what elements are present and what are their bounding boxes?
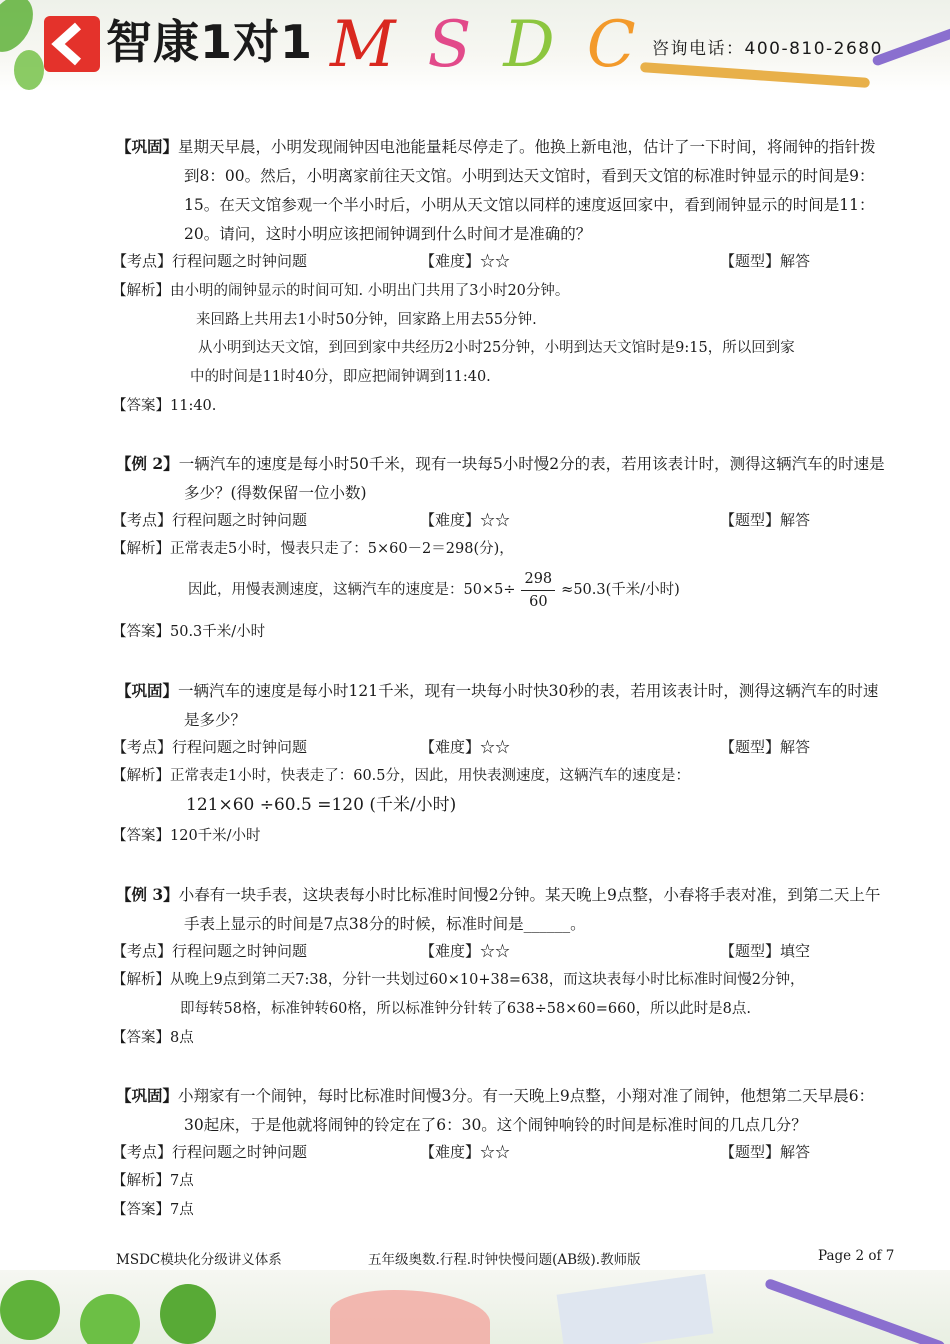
leaf-decoration [160,1284,216,1344]
meta-kaodian: 【考点】行程问题之时钟问题 [112,252,308,270]
pencil-decoration [871,23,950,67]
brand-letter-s: S [427,8,472,82]
contact-phone: 咨询电话：400-810-2680 [652,39,883,59]
solution-line: 【解析】正常表走5小时，慢表只走了：5×60－2＝298(分)， [112,541,514,557]
brand-letter-m: M [330,8,396,82]
meta-nandu: 【难度】☆☆ [420,942,511,960]
brand-msdc [330,0,668,90]
question-tag: 【例 2】 [116,454,179,473]
meta-nandu: 【难度】☆☆ [420,1143,511,1161]
page-header [0,0,950,92]
meta-row [112,1138,832,1167]
footer-page-number: Page 2 of 7 [818,1248,895,1264]
meta-row [112,733,832,762]
question-block [116,449,886,508]
question-tag: 【巩固】 [116,1086,179,1105]
leaf-decoration [0,1280,60,1340]
footer-decoration [0,1270,950,1344]
formula-right: ≈50.3(千米/小时) [561,582,680,598]
fraction-denominator: 60 [529,593,548,610]
leaf-decoration [14,50,44,90]
answer-line: 【答案】7点 [112,1202,194,1218]
butterfly-decoration [330,1290,490,1344]
pencil-decoration [764,1278,946,1344]
meta-tixing: 【题型】解答 [720,1143,811,1161]
fraction-numerator: 298 [521,568,555,591]
solution-line: 【解析】由小明的闹钟显示的时间可知. 小明出门共用了3小时20分钟。 [112,283,570,299]
brand-letter-d: D [503,8,555,82]
question-block [116,676,886,735]
solution-formula: 121×60 ÷60.5 =120 (千米/小时) [186,795,457,815]
question-block [116,132,886,249]
solution-line: 中的时间是11时40分，即应把闹钟调到11:40. [190,369,491,385]
answer-line: 【答案】8点 [112,1030,194,1046]
solution-line-fraction [112,566,950,614]
meta-kaodian: 【考点】行程问题之时钟问题 [112,511,308,529]
solution-line: 即每转58格，标准钟转60格，所以标准钟分针转了638÷58×60=660，所以此时是8点. [180,1001,751,1017]
question-tag: 【巩固】 [116,137,179,156]
question-text: 星期天早晨，小明发现闹钟因电池能量耗尽停走了。他换上新电池，估计了一下时间，将闹钟的指针拨到8：00。然后，小明离家前往天文馆。小明到达天文馆时，看到天文馆的标准时钟显示的时间是9：15。在天文馆参观一个半小时后，小明从天文馆以同样的速度返回家中，看到闹钟显示的时间是11：20。请问，这时小明应该把闹钟调到什么时间才是准确的？ [178,138,876,243]
question-text: 小春有一块手表，这块表每小时比标准时间慢2分钟。某天晚上9点整，小春将手表对准，到第二天上午手表上显示的时间是7点38分的时候，标准时间是______。 [178,886,881,933]
question-tag: 【例 3】 [116,885,179,904]
logo-text: 智康1对1 [106,15,314,69]
answer-line: 【答案】50.3千米/小时 [112,624,266,640]
solution-line: 【解析】从晚上9点到第二天7:38，分针一共划过60×10+38=638，而这块表每小时比标准时间慢2分钟， [112,972,805,988]
meta-nandu: 【难度】☆☆ [420,738,511,756]
meta-row [112,247,832,276]
meta-nandu: 【难度】☆☆ [420,511,511,529]
formula-left: 因此，用慢表测速度，这辆汽车的速度是：50×5÷ [188,582,516,598]
question-block [116,880,886,939]
leaf-decoration [80,1294,140,1344]
solution-line: 从小明到达天文馆，到回到家中共经历2小时25分钟，小明到达天文馆时是9:15，所以回到家 [198,340,795,356]
solution-line: 【解析】7点 [112,1173,194,1189]
meta-kaodian: 【考点】行程问题之时钟问题 [112,738,308,756]
pencil-decoration [640,62,870,88]
question-text: 一辆汽车的速度是每小时121千米，现有一块每小时快30秒的表，若用该表计时，测得这辆汽车的时速是多少？ [178,682,879,729]
meta-kaodian: 【考点】行程问题之时钟问题 [112,942,308,960]
footer-center: 五年级奥数.行程.时钟快慢问题(AB级).教师版 [368,1252,641,1268]
leaf-decoration [0,0,42,60]
fraction [521,568,555,613]
answer-line: 【答案】120千米/小时 [112,828,261,844]
meta-kaodian: 【考点】行程问题之时钟问题 [112,1143,308,1161]
meta-nandu: 【难度】☆☆ [420,252,511,270]
meta-row [112,506,832,535]
book-decoration [557,1274,714,1344]
solution-line: 来回路上共用去1小时50分钟，回家路上用去55分钟. [196,312,537,328]
meta-row [112,937,832,966]
meta-tixing: 【题型】解答 [720,511,811,529]
meta-tixing: 【题型】解答 [720,738,811,756]
footer-left: MSDC模块化分级讲义体系 [116,1252,282,1268]
solution-line: 【解析】正常表走1小时，快表走了：60.5分，因此，用快表测速度，这辆汽车的速度是： [112,768,691,784]
meta-tixing: 【题型】解答 [720,252,811,270]
answer-line: 【答案】11:40. [112,398,217,414]
question-text: 小翔家有一个闹钟，每时比标准时间慢3分。有一天晚上9点整，小翔对准了闹钟，他想第二天早晨6：30起床，于是他就将闹钟的铃定在了6：30。这个闹钟响铃的时间是标准时间的几点几分？ [178,1087,875,1134]
logo-icon [44,16,100,72]
question-text: 一辆汽车的速度是每小时50千米，现有一块每5小时慢2分的表，若用该表计时，测得这辆汽车的时速是多少？(得数保留一位小数) [178,455,885,502]
question-block [116,1081,886,1140]
question-tag: 【巩固】 [116,681,179,700]
brand-letter-c: C [586,8,636,82]
meta-tixing: 【题型】填空 [720,942,811,960]
